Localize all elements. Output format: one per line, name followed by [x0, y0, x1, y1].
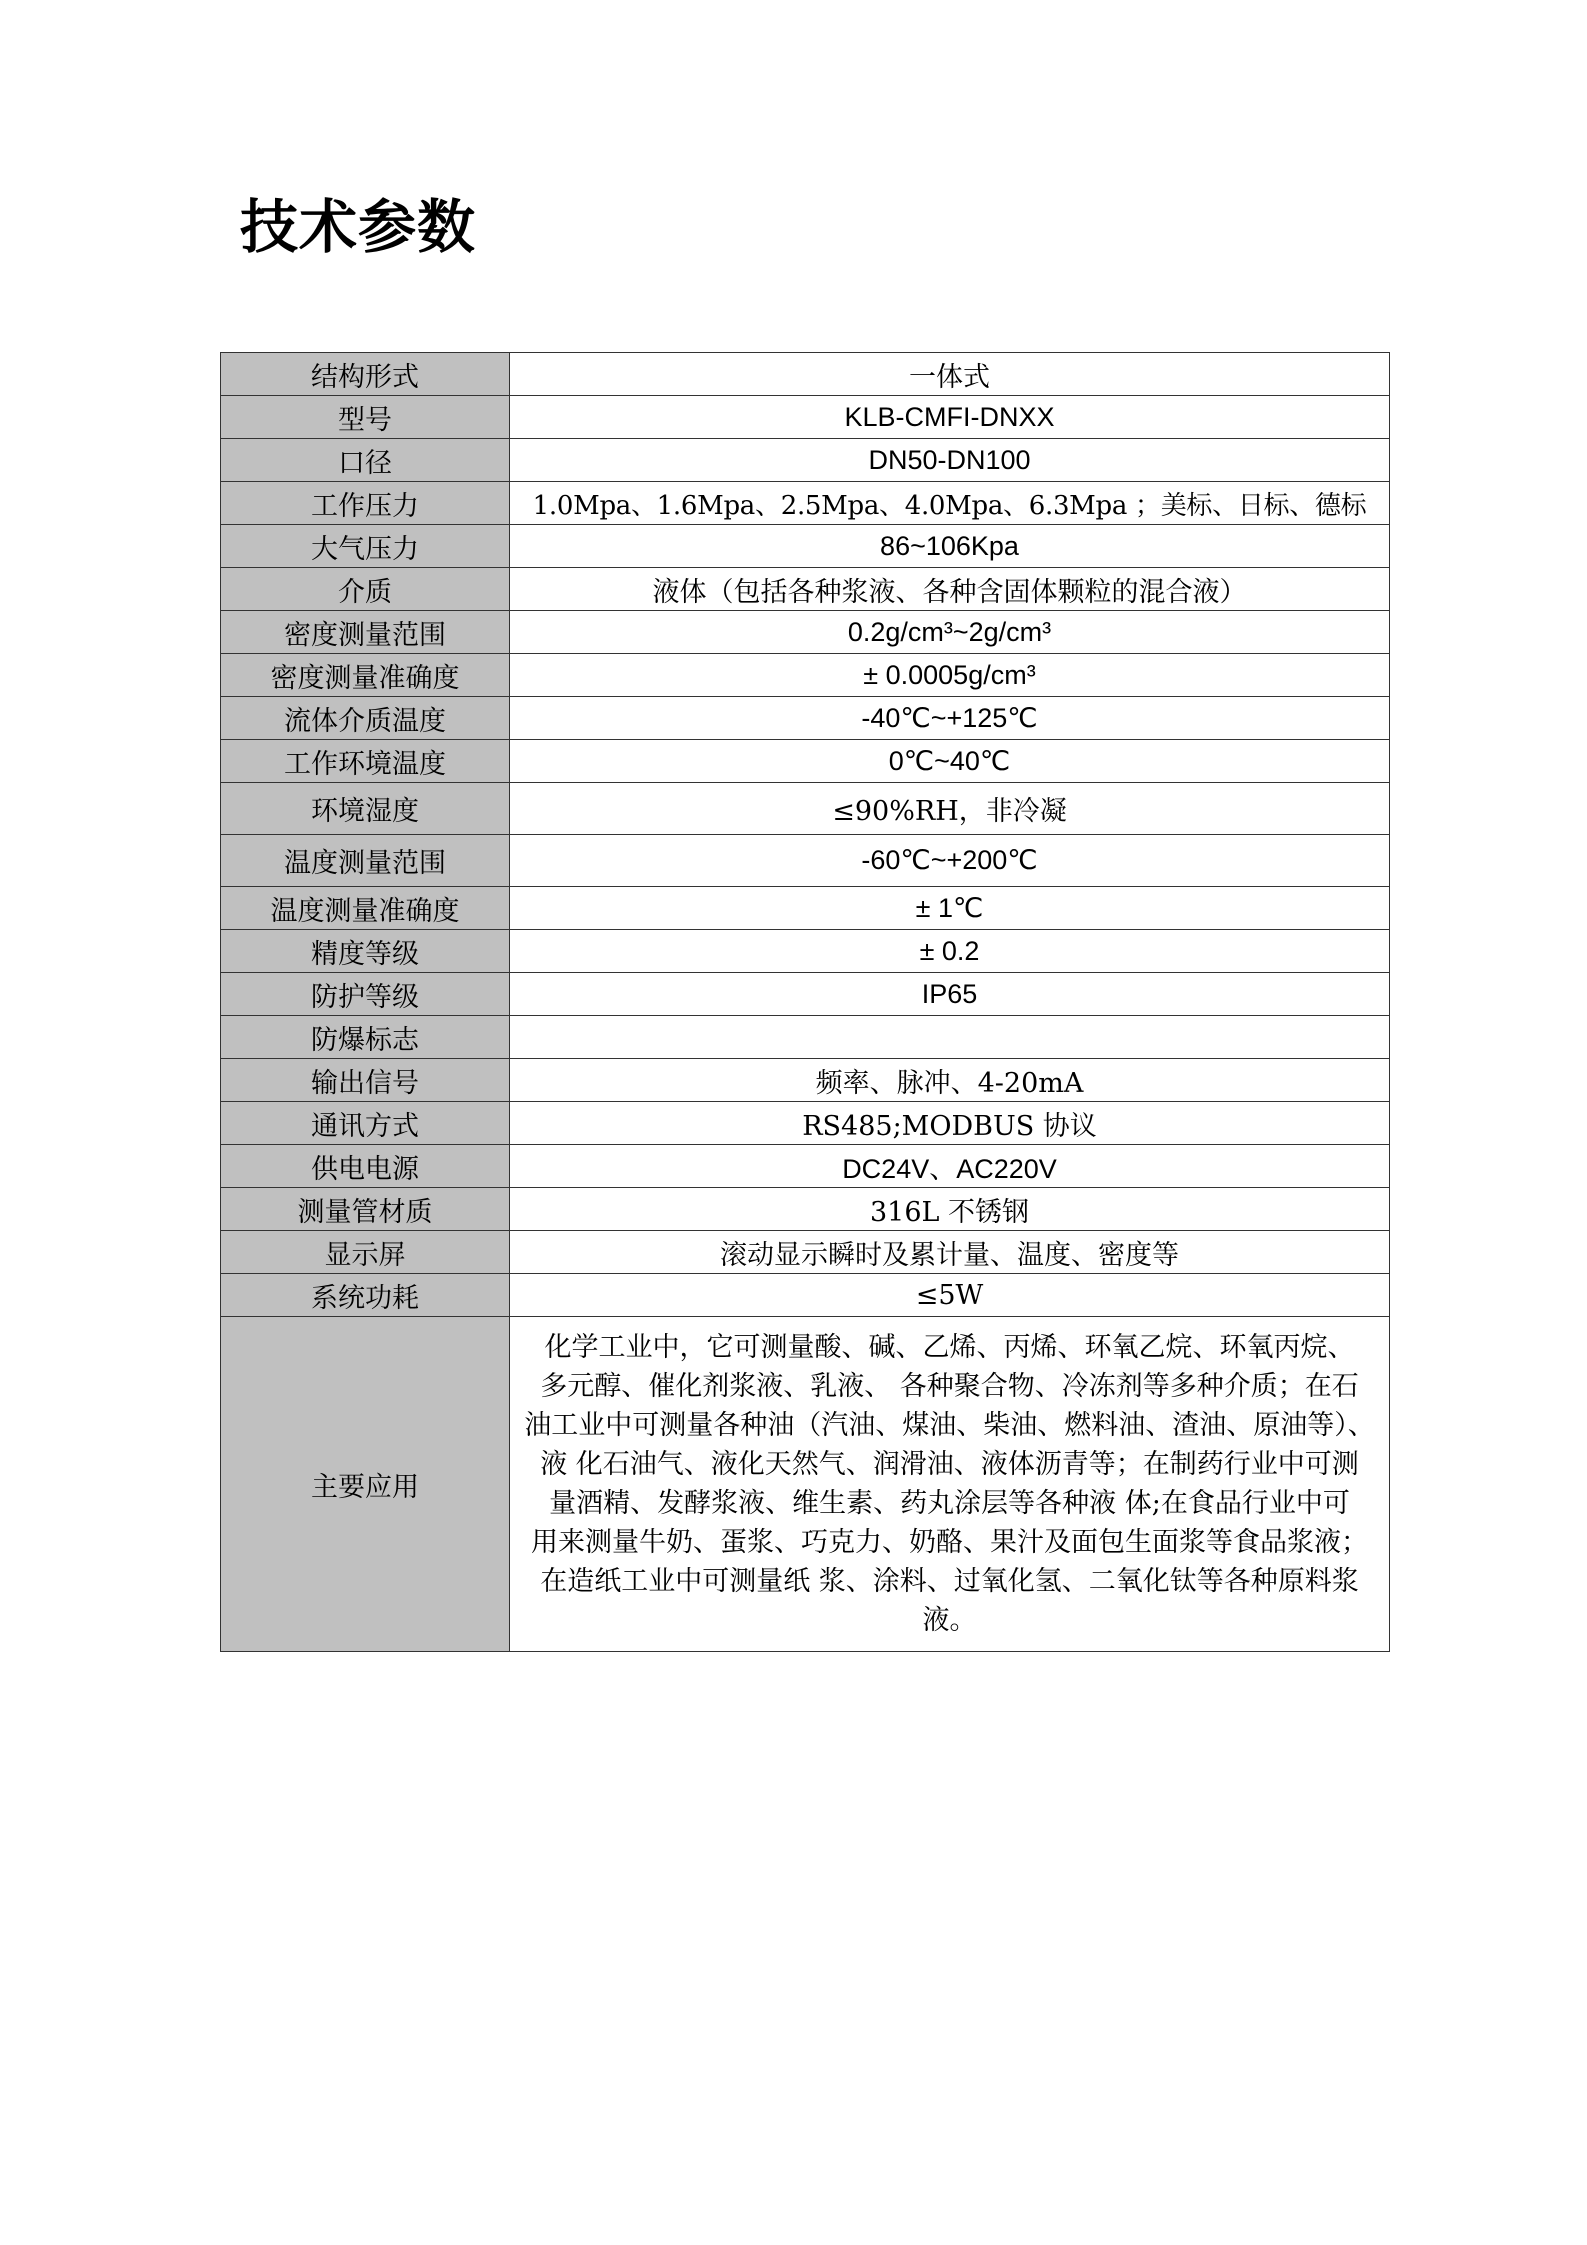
row-value: IP65 — [510, 973, 1390, 1016]
row-label: 测量管材质 — [221, 1188, 510, 1231]
row-label: 防护等级 — [221, 973, 510, 1016]
table-row — [221, 654, 1390, 697]
row-value: ± 0.2 — [510, 930, 1390, 973]
row-value: -60℃~+200℃ — [510, 835, 1390, 887]
table-row — [221, 1059, 1390, 1102]
row-value: 液体（包括各种浆液、各种含固体颗粒的混合液） — [510, 568, 1390, 611]
row-value: 一体式 — [510, 353, 1390, 396]
table-row — [221, 697, 1390, 740]
row-label: 环境湿度 — [221, 783, 510, 835]
row-label: 工作环境温度 — [221, 740, 510, 783]
table-row — [221, 740, 1390, 783]
page-title: 技术参数 — [240, 193, 477, 261]
row-value: 0.2g/cm³~2g/cm³ — [510, 611, 1390, 654]
row-label: 显示屏 — [221, 1231, 510, 1274]
application-line: 化学工业中，它可测量酸、碱、乙烯、丙烯、环氧乙烷、环氧丙烷、 — [544, 1332, 1355, 1363]
row-label: 结构形式 — [221, 353, 510, 396]
row-label: 流体介质温度 — [221, 697, 510, 740]
table-row — [221, 1231, 1390, 1274]
row-value: ± 1℃ — [510, 887, 1390, 930]
row-label: 通讯方式 — [221, 1102, 510, 1145]
row-label: 供电电源 — [221, 1145, 510, 1188]
table-row — [221, 525, 1390, 568]
row-value: 1.0Mpa、1.6Mpa、2.5Mpa、4.0Mpa、6.3Mpa ；美标、日标、德标 — [510, 482, 1390, 525]
row-label: 密度测量准确度 — [221, 654, 510, 697]
row-value: ± 0.0005g/cm³ — [510, 654, 1390, 697]
application-line: 液。 — [922, 1605, 977, 1636]
table-row — [221, 1145, 1390, 1188]
row-value: 频率、脉冲、4-20mA — [510, 1059, 1390, 1102]
row-label: 系统功耗 — [221, 1274, 510, 1317]
table-row — [221, 835, 1390, 887]
row-label: 型号 — [221, 396, 510, 439]
table-row — [221, 973, 1390, 1016]
row-value: DC24V、AC220V — [510, 1145, 1390, 1188]
application-line: 量酒精、发酵浆液、维生素、药丸涂层等各种液 体;在食品行业中可 — [549, 1488, 1350, 1519]
row-value — [510, 1016, 1390, 1059]
row-value: ≤5W — [510, 1274, 1390, 1317]
row-value: 316L 不锈钢 — [510, 1188, 1390, 1231]
application-label: 主要应用 — [221, 1317, 510, 1652]
row-value: -40℃~+125℃ — [510, 697, 1390, 740]
table-row — [221, 353, 1390, 396]
table-row — [221, 396, 1390, 439]
row-value: ≤90%RH，非冷凝 — [510, 783, 1390, 835]
row-label: 介质 — [221, 568, 510, 611]
application-line: 用来测量牛奶、蛋浆、巧克力、奶酪、果汁及面包生面浆等食品浆液； — [531, 1527, 1368, 1558]
table-row — [221, 1274, 1390, 1317]
row-label: 工作压力 — [221, 482, 510, 525]
row-label: 输出信号 — [221, 1059, 510, 1102]
row-value: DN50-DN100 — [510, 439, 1390, 482]
table-row — [221, 930, 1390, 973]
row-label: 大气压力 — [221, 525, 510, 568]
row-label: 温度测量范围 — [221, 835, 510, 887]
table-row — [221, 568, 1390, 611]
table-row — [221, 611, 1390, 654]
table-row — [221, 439, 1390, 482]
application-row — [221, 1317, 1390, 1652]
row-value: 86~106Kpa — [510, 525, 1390, 568]
spec-table — [220, 352, 1390, 1652]
row-value: KLB-CMFI-DNXX — [510, 396, 1390, 439]
table-row — [221, 1102, 1390, 1145]
application-line: 油工业中可测量各种油（汽油、煤油、柴油、燃料油、渣油、原油等）、 — [524, 1410, 1375, 1441]
row-value: RS485;MODBUS 协议 — [510, 1102, 1390, 1145]
application-line: 多元醇、催化剂浆液、乳液、 各种聚合物、冷冻剂等多种介质；在石 — [540, 1371, 1359, 1402]
table-row — [221, 1188, 1390, 1231]
row-label: 密度测量范围 — [221, 611, 510, 654]
row-label: 精度等级 — [221, 930, 510, 973]
table-row — [221, 887, 1390, 930]
application-text — [510, 1317, 1390, 1652]
application-line: 在造纸工业中可测量纸 浆、涂料、过氧化氢、二氧化钛等各种原料浆 — [540, 1566, 1359, 1597]
table-row — [221, 783, 1390, 835]
row-label: 防爆标志 — [221, 1016, 510, 1059]
row-value: 滚动显示瞬时及累计量、温度、密度等 — [510, 1231, 1390, 1274]
table-row — [221, 1016, 1390, 1059]
row-value: 0℃~40℃ — [510, 740, 1390, 783]
row-label: 口径 — [221, 439, 510, 482]
application-line: 液 化石油气、液化天然气、润滑油、液体沥青等；在制药行业中可测 — [540, 1449, 1359, 1480]
table-row — [221, 482, 1390, 525]
row-label: 温度测量准确度 — [221, 887, 510, 930]
